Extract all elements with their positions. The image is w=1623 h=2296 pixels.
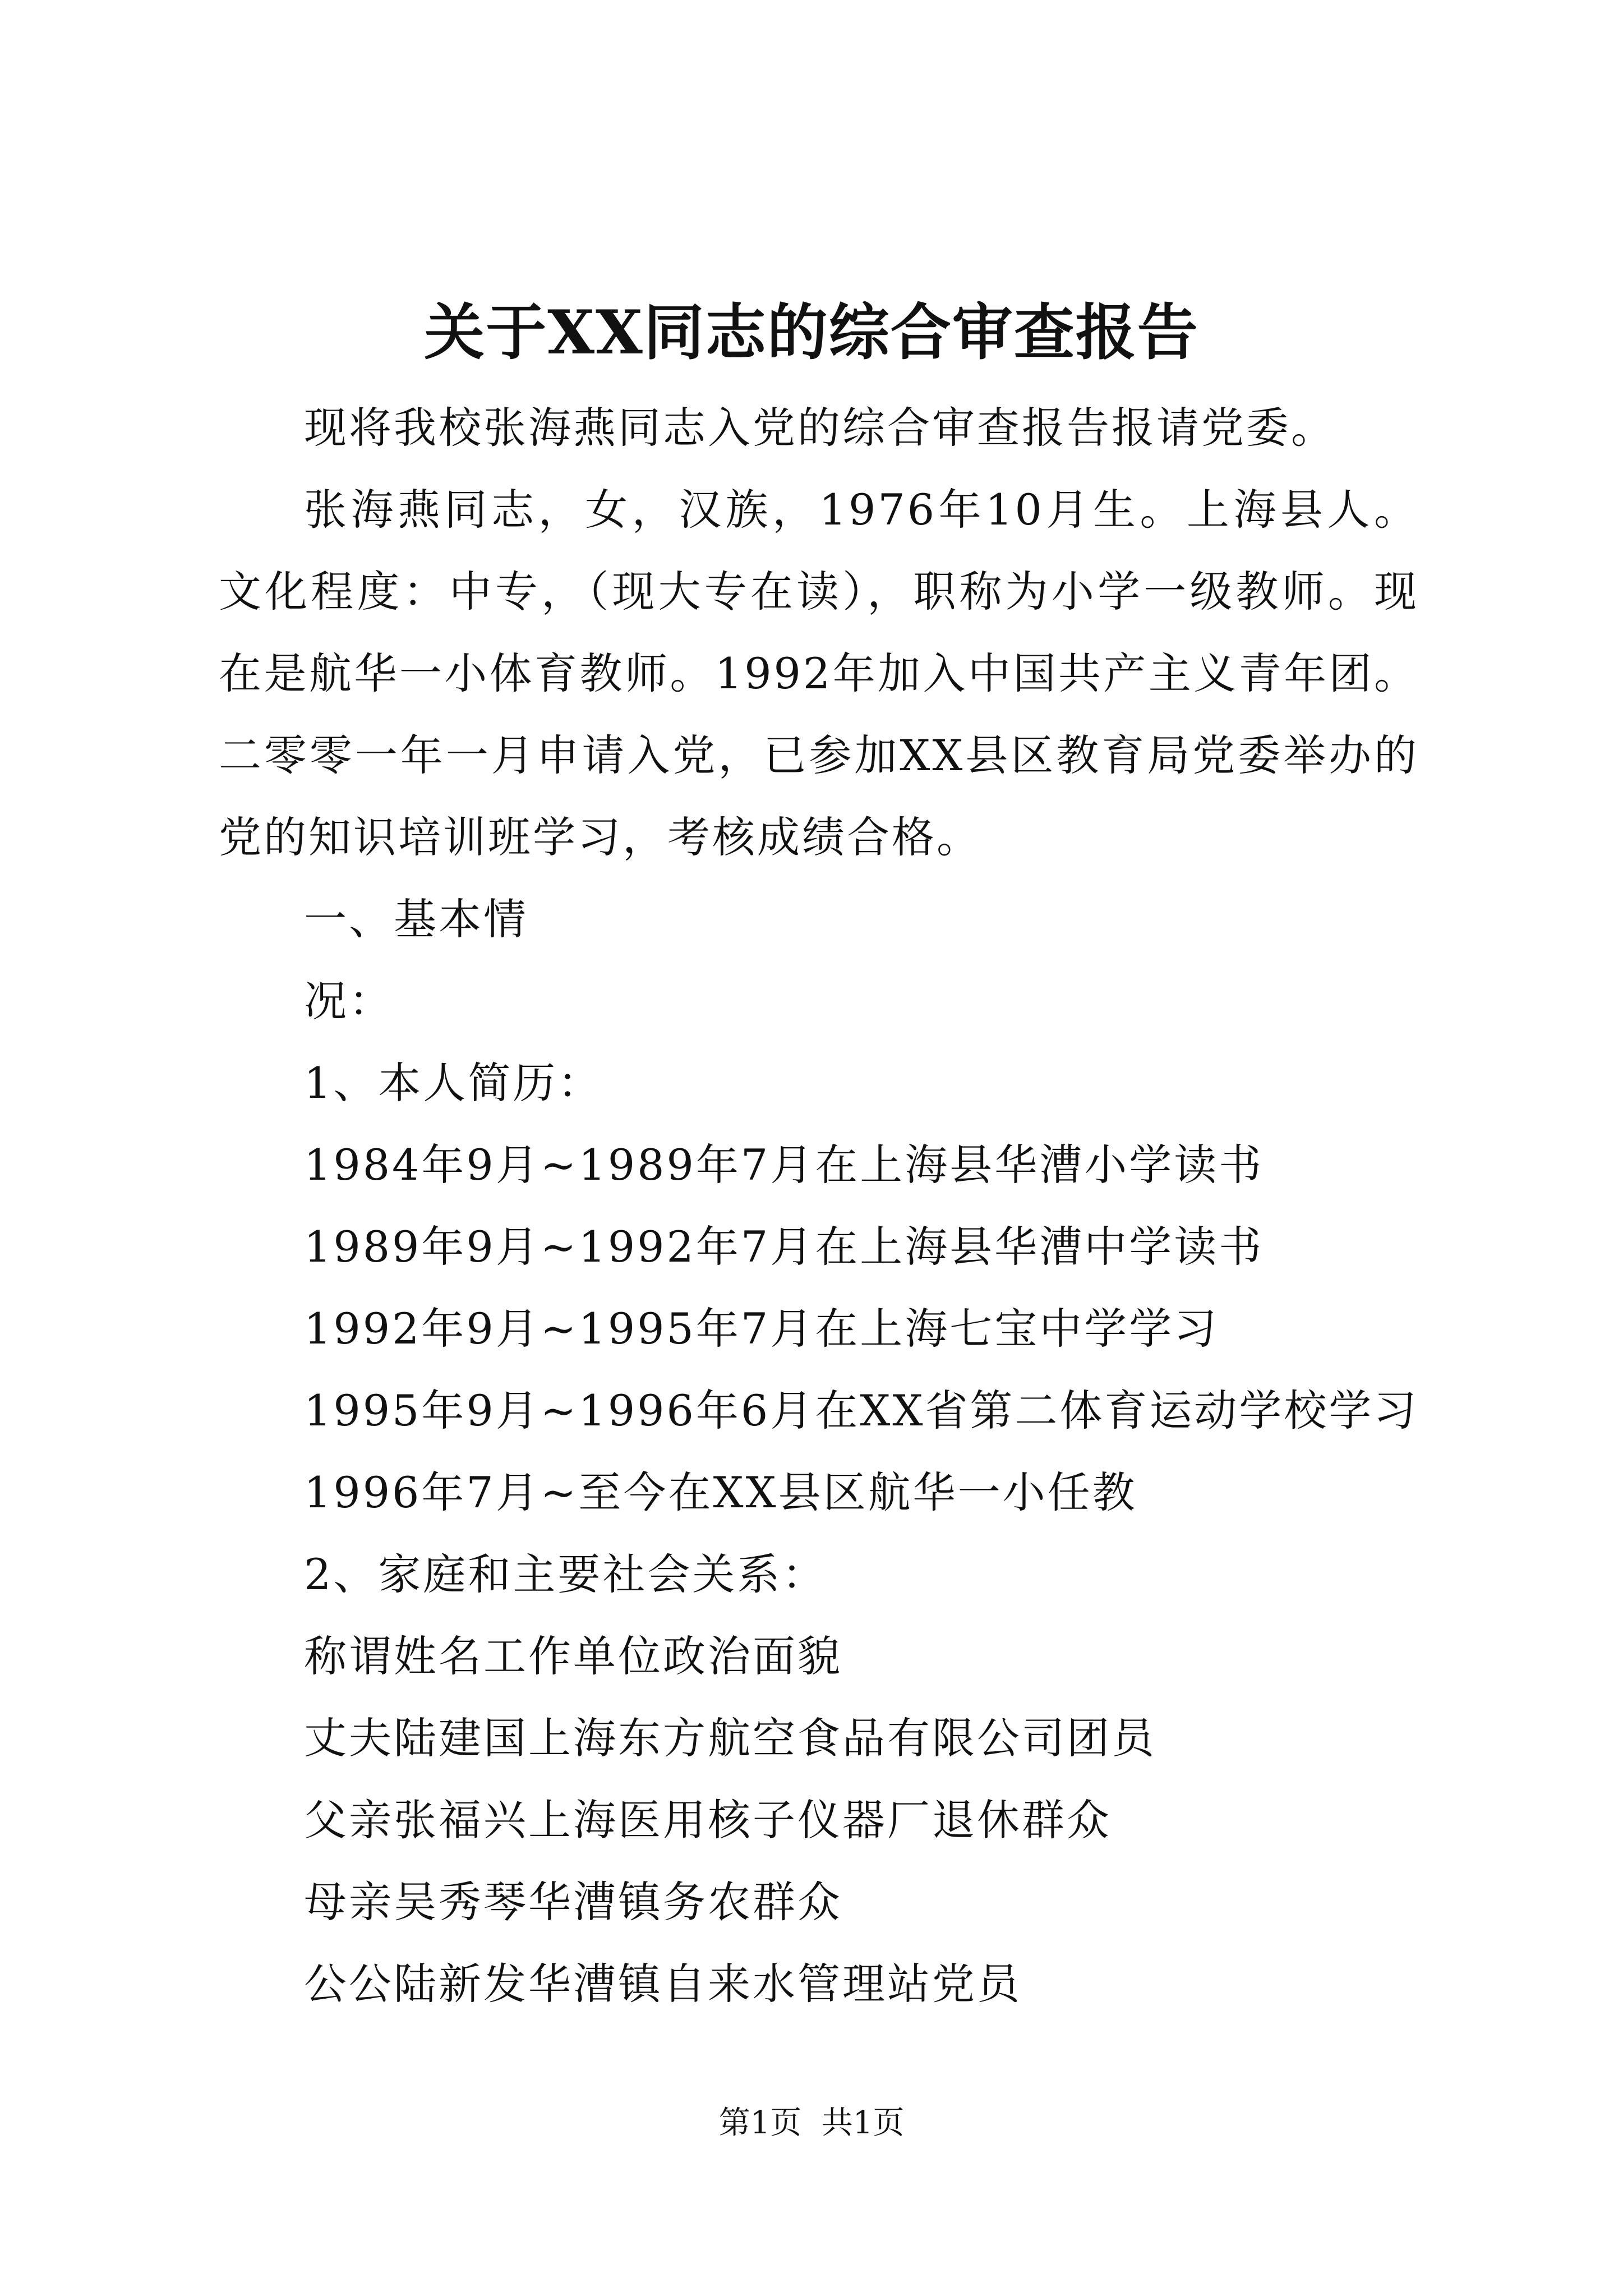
profile-paragraph: 张海燕同志，女，汉族，1976年10月生。上海县人。文化程度：中专，（现大专在读），职称为小学一级教师。现在是航华一小体育教师。1992年加入中国共产主义青年团。二零零一年一月申请入党，已参加XX县区教育局党委举办的党的知识培训班学习，考核成绩合格。 — [219, 485, 1419, 862]
page-number-indicator: 第1页 共1页 — [718, 2105, 905, 2141]
resume-heading: 1、本人简历： — [304, 1058, 603, 1108]
resume-entry: 1996年7月~至今在XX县区航华一小任教 — [304, 1467, 1137, 1517]
family-entry: 公公陆新发华漕镇自来水管理站党员 — [304, 1959, 1022, 2009]
resume-entry: 1984年9月~1989年7月在上海县华漕小学读书 — [304, 1140, 1264, 1190]
family-table-header: 称谓姓名工作单位政治面貌 — [304, 1631, 842, 1681]
family-heading: 2、家庭和主要社会关系： — [304, 1549, 827, 1599]
family-entry: 母亲吴秀琴华漕镇务农群众 — [304, 1877, 842, 1927]
section-heading-basic-info-continued: 况： — [304, 976, 394, 1026]
family-entry: 丈夫陆建国上海东方航空食品有限公司团员 — [304, 1713, 1156, 1763]
resume-entry: 1995年9月~1996年6月在XX省第二体育运动学校学习 — [304, 1386, 1419, 1435]
page-footer — [0, 2101, 1623, 2146]
document-body — [219, 387, 1419, 2025]
document-title: 关于XX同志的综合审查报告 — [424, 297, 1199, 368]
section-heading-basic-info: 一、基本情 — [304, 894, 528, 944]
family-entry: 父亲张福兴上海医用核子仪器厂退休群众 — [304, 1795, 1112, 1845]
resume-entry: 1989年9月~1992年7月在上海县华漕中学读书 — [304, 1222, 1264, 1272]
intro-paragraph: 现将我校张海燕同志入党的综合审查报告报请党委。 — [304, 403, 1336, 453]
resume-entry: 1992年9月~1995年7月在上海七宝中学学习 — [304, 1304, 1219, 1354]
